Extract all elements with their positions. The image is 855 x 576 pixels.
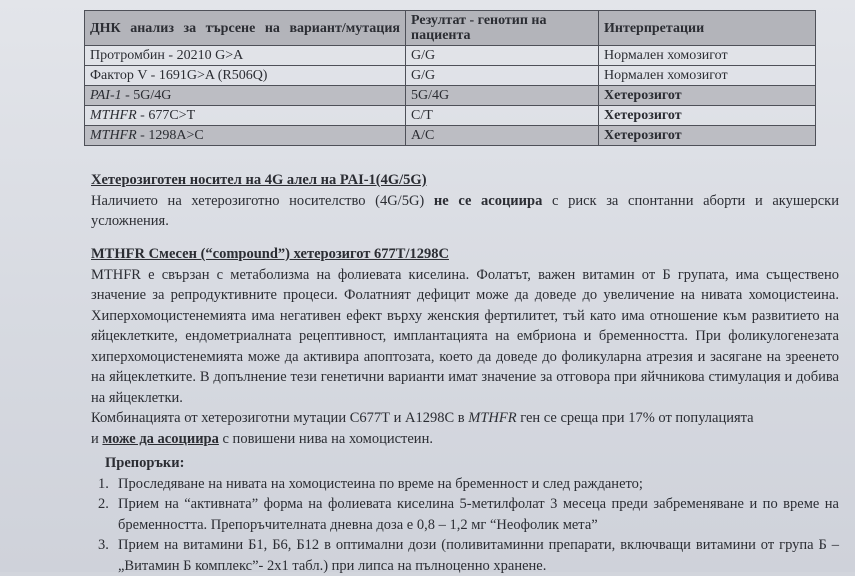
pai1-heading: Хетерозиготен носител на 4G алел на PAI-1(4G/5G) xyxy=(91,170,839,191)
pai1-paragraph xyxy=(91,191,839,232)
variant-text: - 1298A>C xyxy=(137,128,204,143)
interpretation-cell: Хетерозигот xyxy=(599,106,816,126)
recommendations-list xyxy=(91,474,839,576)
recommendation-item xyxy=(118,474,839,495)
header-variant: ДНК анализ за търсене на вариант/мутация xyxy=(85,11,406,46)
result-cell: C/T xyxy=(406,106,599,126)
combo-emphasis: може да асоциира xyxy=(102,431,218,447)
result-cell: G/G xyxy=(406,46,599,66)
result-cell: A/C xyxy=(406,126,599,146)
recommendation-item xyxy=(118,494,839,535)
pai1-text-before: Наличието на хетерозиготно носителство (4G/5G) xyxy=(91,193,434,209)
variant-text: Фактор V - 1691G>A (R506Q) xyxy=(90,68,267,83)
recommendations-section xyxy=(91,453,839,576)
interpretation-cell: Нормален хомозигот xyxy=(599,46,816,66)
table-row xyxy=(85,126,816,146)
pai1-section xyxy=(91,170,839,232)
result-cell: G/G xyxy=(406,66,599,86)
combo-before: Комбинацията от хетерозиготни мутации С677Т и А1298С в xyxy=(91,410,468,426)
pai1-text-after: с риск за спонтанни аборти и акушерски усложнения. xyxy=(91,193,839,230)
header-interpretation: Интерпретации xyxy=(599,11,816,46)
combo-gene: MTHFR xyxy=(468,410,516,426)
pai1-emphasis: не се асоциира xyxy=(434,193,542,209)
item-text: Проследяване на нивата на хомоцистеина по време на бременност и след раждането; xyxy=(118,476,643,492)
table-row xyxy=(85,66,816,86)
table-row xyxy=(85,46,816,66)
combo-line2-before: и xyxy=(91,431,102,447)
item-number: 3. xyxy=(98,535,109,556)
item-text: Прием на витамини Б1, Б6, Б12 в оптимални дози (поливитаминни препарати, включващи витамини от група Б – „Витамин Б комплекс”- 2х1 табл.) при липса на пълноценно хранене. xyxy=(118,537,839,574)
variant-text: Протромбин - 20210 G>A xyxy=(90,48,243,63)
result-cell: 5G/4G xyxy=(406,86,599,106)
recommendations-heading: Препоръки: xyxy=(105,453,839,474)
variant-cell xyxy=(85,46,406,66)
mthfr-combo-line xyxy=(91,408,839,429)
variant-text: - 677C>T xyxy=(137,108,195,123)
genotype-results-table xyxy=(84,10,816,146)
variant-cell xyxy=(85,66,406,86)
item-text: Прием на “активната” форма на фолиевата киселина 5-метилфолат 3 месеца преди забременяване и по време на бременността. Препоръчителната дневна доза е 0,8 – 1,2 мг “Неофолик мета” xyxy=(118,496,839,533)
interpretation-cell: Хетерозигот xyxy=(599,86,816,106)
interpretation-cell: Хетерозигот xyxy=(599,126,816,146)
variant-cell xyxy=(85,126,406,146)
combo-line2-after: с повишени нива на хомоцистеин. xyxy=(219,431,433,447)
gene-name: MTHFR xyxy=(90,128,137,143)
combo-after: ген се среща при 17% от популацията xyxy=(517,410,754,426)
interpretation-cell: Нормален хомозигот xyxy=(599,66,816,86)
header-result: Резултат - генотип на пациента xyxy=(406,11,599,46)
variant-text: - 5G/4G xyxy=(122,88,172,103)
variant-cell xyxy=(85,106,406,126)
recommendation-item xyxy=(118,535,839,576)
table-header-row xyxy=(85,11,816,46)
table-body xyxy=(85,46,816,146)
item-number: 2. xyxy=(98,494,109,515)
gene-name: PAI-1 xyxy=(90,88,122,103)
gene-name: MTHFR xyxy=(90,108,137,123)
table-row xyxy=(85,86,816,106)
item-number: 1. xyxy=(98,474,109,495)
variant-cell xyxy=(85,86,406,106)
mthfr-section xyxy=(91,244,839,449)
mthfr-combo-line-2 xyxy=(91,429,839,450)
table-row xyxy=(85,106,816,126)
mthfr-heading: MTHFR Смесен (“compound”) хетерозигот 677T/1298C xyxy=(91,244,839,265)
mthfr-paragraph: MTHFR е свързан с метаболизма на фолиевата киселина. Фолатът, важен витамин от Б групата, има съществено значение за репродуктивните процеси. Фолатният дефицит може да доведе до увеличение на нивата хомоцистеина. Хиперхомоцистенемията има негативен ефект върху женския фертилитет, тъй като има отношение към развитието на яйцеклетките, ендометриалната рецептивност, имплантацията на ембриона и бременността. При фоликулогенезата хиперхомоцистенемията може да активира апоптозата, което да доведе до фоликуларна атрезия и засягане на зреенето на яйцеклетките. В допълнение тези генетични варианти имат значение за отговора при яйчникова стимулация и добива на яйцеклетки. xyxy=(91,265,839,409)
